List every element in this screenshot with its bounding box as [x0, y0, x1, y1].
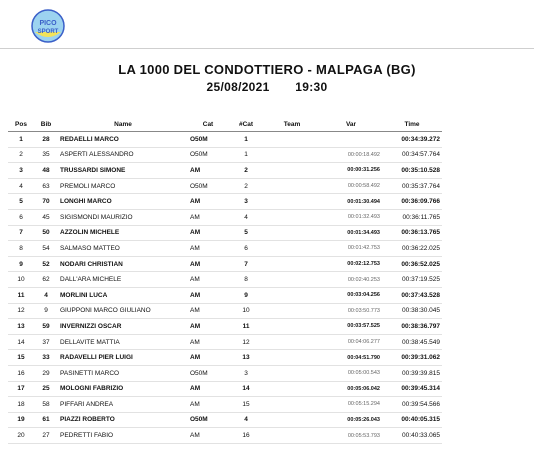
cell-gap: 00:05:15.294 [320, 397, 382, 413]
cell-time: 00:40:33.065 [382, 428, 442, 444]
cell-team [264, 272, 320, 288]
cell-category-rank: 5 [228, 225, 264, 241]
cell-category: AM [188, 241, 228, 257]
cell-team [264, 241, 320, 257]
cell-bib: 37 [34, 334, 58, 350]
cell-position: 11 [8, 287, 34, 303]
cell-bib: 54 [34, 241, 58, 257]
column-header-cat: Cat [188, 118, 228, 132]
cell-time: 00:38:36.797 [382, 319, 442, 335]
cell-time: 00:34:39.272 [382, 132, 442, 148]
cell-name: SALMASO MATTEO [58, 241, 188, 257]
cell-category-rank: 1 [228, 132, 264, 148]
cell-position: 6 [8, 209, 34, 225]
cell-name: DELLAVITE MATTIA [58, 334, 188, 350]
cell-category-rank: 1 [228, 147, 264, 163]
cell-name: AZZOLIN MICHELE [58, 225, 188, 241]
cell-name: PREMOLI MARCO [58, 178, 188, 194]
cell-team [264, 412, 320, 428]
table-row [8, 178, 442, 194]
cell-name: GIUPPONI MARCO GIULIANO [58, 303, 188, 319]
cell-category-rank: 16 [228, 428, 264, 444]
cell-position: 20 [8, 428, 34, 444]
cell-category: O50M [188, 412, 228, 428]
cell-position: 9 [8, 256, 34, 272]
cell-bib: 52 [34, 256, 58, 272]
cell-gap: 00:04:06.277 [320, 334, 382, 350]
cell-category: AM [188, 303, 228, 319]
cell-team [264, 256, 320, 272]
cell-position: 2 [8, 147, 34, 163]
table-row [8, 381, 442, 397]
cell-gap: 00:05:00.543 [320, 365, 382, 381]
cell-gap: 00:00:58.492 [320, 178, 382, 194]
table-row [8, 428, 442, 444]
cell-category-rank: 12 [228, 334, 264, 350]
cell-bib: 62 [34, 272, 58, 288]
cell-bib: 29 [34, 365, 58, 381]
cell-team [264, 225, 320, 241]
cell-team [264, 319, 320, 335]
cell-time: 00:38:45.549 [382, 334, 442, 350]
cell-position: 7 [8, 225, 34, 241]
cell-name: SIGISMONDI MAURIZIO [58, 209, 188, 225]
cell-category-rank: 4 [228, 412, 264, 428]
cell-time: 00:40:05.315 [382, 412, 442, 428]
cell-gap: 00:01:32.493 [320, 209, 382, 225]
logo-text-bottom: SPORT [37, 29, 59, 35]
cell-name: REDAELLI MARCO [58, 132, 188, 148]
cell-category-rank: 2 [228, 163, 264, 179]
pico-sport-logo [28, 8, 68, 44]
cell-category-rank: 3 [228, 365, 264, 381]
cell-category-rank: 7 [228, 256, 264, 272]
cell-category: AM [188, 428, 228, 444]
results-body [8, 132, 442, 444]
cell-bib: 70 [34, 194, 58, 210]
table-header-row [8, 118, 442, 132]
cell-category: AM [188, 256, 228, 272]
cell-category-rank: 2 [228, 178, 264, 194]
cell-name: TRUSSARDI SIMONE [58, 163, 188, 179]
column-header-team: Team [264, 118, 320, 132]
column-header-time: Time [382, 118, 442, 132]
cell-bib: 45 [34, 209, 58, 225]
table-row [8, 132, 442, 148]
table-row [8, 319, 442, 335]
cell-team [264, 209, 320, 225]
cell-bib: 61 [34, 412, 58, 428]
results-table [8, 118, 442, 444]
cell-time: 00:36:52.025 [382, 256, 442, 272]
cell-name: PEDRETTI FABIO [58, 428, 188, 444]
cell-time: 00:36:22.025 [382, 241, 442, 257]
cell-name: MORLINI LUCA [58, 287, 188, 303]
cell-category-rank: 11 [228, 319, 264, 335]
page-title: LA 1000 DEL CONDOTTIERO - MALPAGA (BG) [118, 62, 416, 77]
cell-position: 15 [8, 350, 34, 366]
cell-position: 14 [8, 334, 34, 350]
cell-gap: 00:00:18.492 [320, 147, 382, 163]
cell-bib: 9 [34, 303, 58, 319]
event-date: 25/08/2021 [206, 80, 270, 94]
cell-position: 18 [8, 397, 34, 413]
cell-name: ASPERTI ALESSANDRO [58, 147, 188, 163]
cell-position: 3 [8, 163, 34, 179]
cell-gap: 00:05:53.793 [320, 428, 382, 444]
cell-time: 00:36:09.766 [382, 194, 442, 210]
cell-gap: 00:03:50.773 [320, 303, 382, 319]
cell-category: AM [188, 272, 228, 288]
table-row [8, 412, 442, 428]
table-row [8, 194, 442, 210]
cell-gap: 00:03:04.256 [320, 287, 382, 303]
cell-time: 00:39:39.815 [382, 365, 442, 381]
cell-gap: 00:02:12.753 [320, 256, 382, 272]
table-row [8, 334, 442, 350]
cell-category: O50M [188, 365, 228, 381]
cell-gap: 00:05:06.042 [320, 381, 382, 397]
cell-category-rank: 13 [228, 350, 264, 366]
cell-bib: 27 [34, 428, 58, 444]
cell-time: 00:39:54.566 [382, 397, 442, 413]
cell-position: 17 [8, 381, 34, 397]
cell-position: 13 [8, 319, 34, 335]
cell-team [264, 397, 320, 413]
cell-name: NODARI CHRISTIAN [58, 256, 188, 272]
cell-time: 00:37:19.525 [382, 272, 442, 288]
cell-gap: 00:02:40.253 [320, 272, 382, 288]
cell-team [264, 287, 320, 303]
cell-position: 4 [8, 178, 34, 194]
cell-name: MOLOGNI FABRIZIO [58, 381, 188, 397]
cell-bib: 48 [34, 163, 58, 179]
cell-category: AM [188, 397, 228, 413]
cell-category: O50M [188, 147, 228, 163]
cell-position: 10 [8, 272, 34, 288]
cell-name: PIFFARI ANDREA [58, 397, 188, 413]
cell-gap: 00:01:42.753 [320, 241, 382, 257]
cell-bib: 28 [34, 132, 58, 148]
event-time: 19:30 [295, 80, 328, 94]
cell-name: LONGHI MARCO [58, 194, 188, 210]
cell-category: AM [188, 350, 228, 366]
table-row [8, 225, 442, 241]
table-row [8, 365, 442, 381]
cell-bib: 35 [34, 147, 58, 163]
table-row [8, 272, 442, 288]
cell-name: PIAZZI ROBERTO [58, 412, 188, 428]
cell-category-rank: 9 [228, 287, 264, 303]
cell-gap: 00:04:51.790 [320, 350, 382, 366]
cell-position: 5 [8, 194, 34, 210]
cell-bib: 59 [34, 319, 58, 335]
cell-gap: 00:01:30.494 [320, 194, 382, 210]
cell-team [264, 428, 320, 444]
cell-category: AM [188, 334, 228, 350]
cell-time: 00:35:10.528 [382, 163, 442, 179]
cell-category-rank: 10 [228, 303, 264, 319]
column-header-var: Var [320, 118, 382, 132]
cell-name: RADAVELLI PIER LUIGI [58, 350, 188, 366]
cell-time: 00:36:11.765 [382, 209, 442, 225]
cell-time: 00:36:13.765 [382, 225, 442, 241]
cell-gap [320, 132, 382, 148]
cell-team [264, 365, 320, 381]
cell-category: O50M [188, 132, 228, 148]
column-header-cat-rank: #Cat [228, 118, 264, 132]
column-header-bib: Bib [34, 118, 58, 132]
cell-team [264, 381, 320, 397]
table-row [8, 209, 442, 225]
cell-time: 00:35:37.764 [382, 178, 442, 194]
column-header-pos: Pos [8, 118, 34, 132]
cell-gap: 00:00:31.256 [320, 163, 382, 179]
cell-category: AM [188, 287, 228, 303]
table-row [8, 147, 442, 163]
cell-name: PASINETTI MARCO [58, 365, 188, 381]
cell-time: 00:38:30.045 [382, 303, 442, 319]
event-datetime [0, 80, 534, 94]
cell-category: AM [188, 381, 228, 397]
table-row [8, 256, 442, 272]
cell-team [264, 194, 320, 210]
cell-position: 19 [8, 412, 34, 428]
cell-team [264, 178, 320, 194]
cell-category: AM [188, 209, 228, 225]
cell-gap: 00:05:26.043 [320, 412, 382, 428]
cell-bib: 33 [34, 350, 58, 366]
cell-position: 16 [8, 365, 34, 381]
cell-position: 1 [8, 132, 34, 148]
cell-team [264, 147, 320, 163]
cell-category-rank: 6 [228, 241, 264, 257]
cell-team [264, 132, 320, 148]
table-row [8, 163, 442, 179]
cell-position: 12 [8, 303, 34, 319]
cell-gap: 00:03:57.525 [320, 319, 382, 335]
cell-position: 8 [8, 241, 34, 257]
table-row [8, 397, 442, 413]
pico-sport-logo-icon [28, 8, 68, 44]
cell-category: AM [188, 194, 228, 210]
cell-time: 00:39:31.062 [382, 350, 442, 366]
logo-text-top: PICO [39, 20, 57, 27]
table-row [8, 350, 442, 366]
cell-category: AM [188, 163, 228, 179]
cell-gap: 00:01:34.493 [320, 225, 382, 241]
cell-team [264, 350, 320, 366]
cell-category: AM [188, 225, 228, 241]
cell-category: O50M [188, 178, 228, 194]
column-header-name: Name [58, 118, 188, 132]
cell-time: 00:39:45.314 [382, 381, 442, 397]
cell-bib: 4 [34, 287, 58, 303]
cell-category-rank: 8 [228, 272, 264, 288]
cell-name: DALL'ARA MICHELE [58, 272, 188, 288]
header-divider [0, 48, 534, 49]
cell-category-rank: 15 [228, 397, 264, 413]
cell-bib: 63 [34, 178, 58, 194]
cell-time: 00:37:43.528 [382, 287, 442, 303]
cell-team [264, 163, 320, 179]
cell-bib: 58 [34, 397, 58, 413]
cell-category-rank: 14 [228, 381, 264, 397]
table-row [8, 287, 442, 303]
cell-time: 00:34:57.764 [382, 147, 442, 163]
cell-category-rank: 3 [228, 194, 264, 210]
cell-team [264, 334, 320, 350]
cell-bib: 50 [34, 225, 58, 241]
cell-bib: 25 [34, 381, 58, 397]
cell-category-rank: 4 [228, 209, 264, 225]
cell-team [264, 303, 320, 319]
table-row [8, 241, 442, 257]
cell-name: INVERNIZZI OSCAR [58, 319, 188, 335]
table-row [8, 303, 442, 319]
cell-category: AM [188, 319, 228, 335]
